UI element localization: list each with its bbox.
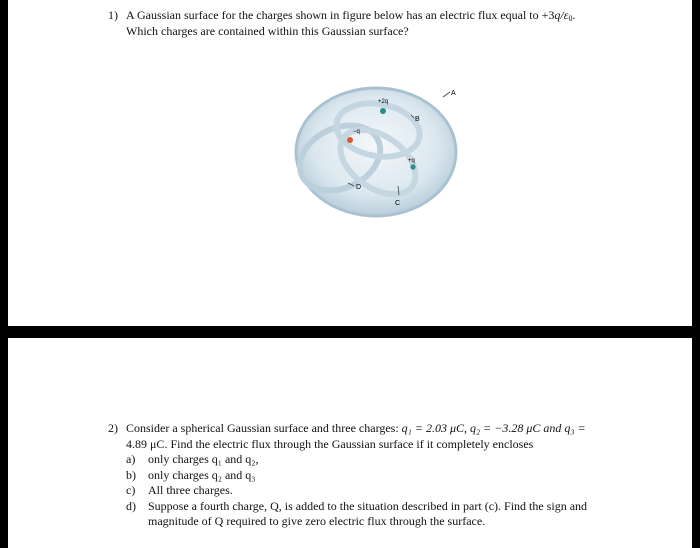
question-2-parts: [126, 452, 626, 530]
part-b-label: b): [126, 467, 136, 482]
question-2-panel: [8, 338, 692, 548]
charge-right: [410, 164, 415, 169]
part-b: [126, 468, 626, 484]
part-c-text: All three charges.: [148, 483, 233, 497]
surface-a: [296, 88, 456, 216]
charge-label-right: +q: [408, 158, 415, 164]
gaussian-surface-figure: [278, 80, 478, 225]
part-d: [126, 499, 626, 530]
charge-label-left: −q: [353, 129, 360, 135]
part-a: [126, 452, 626, 468]
charge-label-top: +2q: [378, 99, 389, 105]
part-d-text: Suppose a fourth charge, Q, is added to the situation described in part (c). Find the sign and magnitude of Q required to give zero electric flux through the surface.: [148, 498, 588, 528]
epsilon-subscript: 0: [568, 14, 573, 23]
label-a: A: [451, 90, 456, 97]
question-1-line1-end: .: [572, 8, 576, 22]
question-2-intro-b: 4.89 μC. Find the electric flux through the Gaussian surface if it completely encloses: [126, 436, 534, 451]
part-b-text: only charges q₂ and q₃: [148, 467, 256, 482]
charge-left: [347, 137, 353, 143]
part-c: [126, 483, 626, 499]
question-2-intro-a: Consider a spherical Gaussian surface and three charges:: [126, 421, 402, 435]
question-1-panel: [8, 0, 692, 326]
label-c: C: [395, 200, 401, 207]
question-2-intro: [126, 421, 626, 452]
label-d: D: [356, 184, 362, 191]
label-b: B: [415, 116, 420, 123]
part-c-label: c): [126, 483, 136, 497]
charge-top: [380, 108, 386, 114]
part-a-text: only charges q₁ and q₂,: [148, 452, 259, 466]
question-1-flux-expr: q/ε: [554, 8, 569, 22]
question-1-text: [126, 8, 666, 39]
question-1-line2: Which charges are contained within this Gaussian surface?: [126, 23, 409, 38]
question-1-number: 1): [108, 8, 118, 22]
question-2-number: 2): [108, 421, 118, 435]
question-2-charges: q₁ = 2.03 μC, q₂ = −3.28 μC and q₃ =: [401, 421, 586, 435]
question-1-line1: A Gaussian surface for the charges shown in figure below has an electric flux equal to +3: [126, 8, 555, 22]
part-a-label: a): [126, 452, 136, 466]
part-d-label: d): [126, 498, 136, 513]
